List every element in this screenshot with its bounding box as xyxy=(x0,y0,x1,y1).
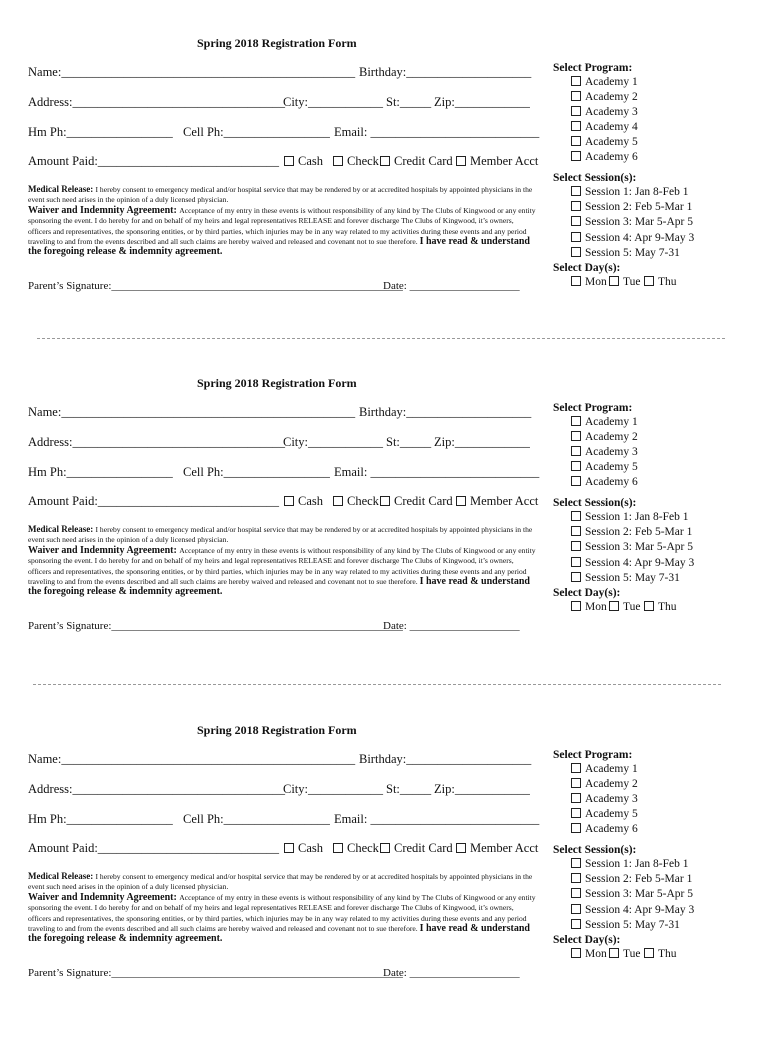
select-sessions-label: Select Session(s): xyxy=(553,172,637,184)
session-checkbox[interactable]: Session 2: Feb 5-Mar 1 xyxy=(571,873,692,885)
program-checkbox[interactable]: Academy 5 xyxy=(571,461,638,473)
registration-form xyxy=(0,372,770,702)
day-checkbox[interactable]: Thu xyxy=(644,948,677,960)
payment-checkbox[interactable]: Check xyxy=(333,494,379,509)
city-field[interactable]: City:____________ xyxy=(283,95,384,109)
zip-field[interactable]: Zip:____________ xyxy=(434,782,530,796)
waiver-label: Waiver and Indemnity Agreement: xyxy=(28,544,180,556)
program-checkbox[interactable]: Academy 5 xyxy=(571,136,638,148)
home-phone-field[interactable]: Hm Ph:_________________ xyxy=(28,812,173,826)
waiver-text: Acceptance of my entry in these events is without responsibility of any kind by The Clubs of Kingwood or any entity sponsoring the event. I do hereby for and on behalf of my heirs and legal representatives RELEASE and forever discharge The Clubs of Kingwood, it’s owners, officers and representatives, the sponsoring entities, or by third parties, which injuries may be in any way related to my activities during these events and any period traveling to and from the events described and all such claims are hereby waived and released and covenant not to sue therefore. xyxy=(28,205,536,247)
program-checkbox[interactable]: Academy 1 xyxy=(571,76,638,88)
payment-checkbox[interactable]: Cash xyxy=(284,494,323,509)
state-field[interactable]: St:_____ xyxy=(386,782,432,796)
payment-checkbox[interactable]: Member Acct xyxy=(456,154,538,169)
name-field[interactable]: Name:_______________________________________________ xyxy=(28,405,356,419)
amount-paid-field[interactable]: Amount Paid:_____________________________ xyxy=(28,154,280,168)
session-checkbox[interactable]: Session 2: Feb 5-Mar 1 xyxy=(571,526,692,538)
state-field[interactable]: St:_____ xyxy=(386,435,432,449)
program-checkbox[interactable]: Academy 2 xyxy=(571,91,638,103)
program-checkbox[interactable]: Academy 3 xyxy=(571,446,638,458)
cell-phone-field[interactable]: Cell Ph:_________________ xyxy=(183,125,330,139)
select-days-label: Select Day(s): xyxy=(553,934,621,946)
session-checkbox[interactable]: Session 4: Apr 9-May 3 xyxy=(571,557,694,569)
waiver-text: Acceptance of my entry in these events is without responsibility of any kind by The Clubs of Kingwood or any entity sponsoring the event. I do hereby for and on behalf of my heirs and legal representatives RELEASE and forever discharge The Clubs of Kingwood, it’s owners, officers and representatives, the sponsoring entities, or by third parties, which injuries may be in any way related to my activities during these events and any period traveling to and from the events described and all such claims are hereby waived and released and covenant not to sue therefore. xyxy=(28,892,536,934)
session-checkbox[interactable]: Session 5: May 7-31 xyxy=(571,919,680,931)
payment-checkbox[interactable]: Credit Card xyxy=(380,154,453,169)
program-checkbox[interactable]: Academy 2 xyxy=(571,431,638,443)
date-field[interactable]: Date: ____________________ xyxy=(383,620,520,632)
select-program-label: Select Program: xyxy=(553,402,633,414)
address-field[interactable]: Address:__________________________________ xyxy=(28,435,285,449)
session-checkbox[interactable]: Session 1: Jan 8-Feb 1 xyxy=(571,511,689,523)
email-field[interactable]: Email: ___________________________ xyxy=(334,125,540,139)
day-checkbox[interactable]: Mon xyxy=(571,948,607,960)
email-field[interactable]: Email: ___________________________ xyxy=(334,465,540,479)
day-checkbox[interactable]: Tue xyxy=(609,601,640,613)
state-field[interactable]: St:_____ xyxy=(386,95,432,109)
city-field[interactable]: City:____________ xyxy=(283,782,384,796)
cut-line-1 xyxy=(37,338,725,339)
parent-signature-field[interactable]: Parent’s Signature:_____________________________________________________ xyxy=(28,620,403,632)
zip-field[interactable]: Zip:____________ xyxy=(434,95,530,109)
waiver-label: Waiver and Indemnity Agreement: xyxy=(28,891,180,903)
legal-text xyxy=(28,184,536,258)
session-checkbox[interactable]: Session 1: Jan 8-Feb 1 xyxy=(571,858,689,870)
cut-line-2 xyxy=(33,684,721,685)
day-checkbox[interactable]: Thu xyxy=(644,601,677,613)
name-field[interactable]: Name:_______________________________________________ xyxy=(28,752,356,766)
address-field[interactable]: Address:__________________________________ xyxy=(28,782,285,796)
session-checkbox[interactable]: Session 3: Mar 5-Apr 5 xyxy=(571,541,693,553)
cell-phone-field[interactable]: Cell Ph:_________________ xyxy=(183,812,330,826)
payment-checkbox[interactable]: Member Acct xyxy=(456,841,538,856)
program-checkbox[interactable]: Academy 1 xyxy=(571,416,638,428)
form-title: Spring 2018 Registration Form xyxy=(197,376,357,390)
select-program-label: Select Program: xyxy=(553,749,633,761)
cell-phone-field[interactable]: Cell Ph:_________________ xyxy=(183,465,330,479)
agreement-statement: I have read & understand the foregoing release & indemnity agreement. xyxy=(28,236,530,258)
home-phone-field[interactable]: Hm Ph:_________________ xyxy=(28,465,173,479)
legal-text xyxy=(28,871,536,945)
home-phone-field[interactable]: Hm Ph:_________________ xyxy=(28,125,173,139)
name-field[interactable]: Name:_______________________________________________ xyxy=(28,65,356,79)
program-checkbox[interactable]: Academy 1 xyxy=(571,763,638,775)
day-checkbox[interactable]: Tue xyxy=(609,276,640,288)
day-checkbox[interactable]: Thu xyxy=(644,276,677,288)
session-checkbox[interactable]: Session 2: Feb 5-Mar 1 xyxy=(571,201,692,213)
medical-release-label: Medical Release: xyxy=(28,524,96,534)
waiver-text: Acceptance of my entry in these events is without responsibility of any kind by The Clubs of Kingwood or any entity sponsoring the event. I do hereby for and on behalf of my heirs and legal representatives RELEASE and forever discharge The Clubs of Kingwood, it’s owners, officers and representatives, the sponsoring entities, or by third parties, which injuries may be in any way related to my activities during these events and any period traveling to and from the events described and all such claims are hereby waived and released and covenant not to sue therefore. xyxy=(28,545,536,587)
payment-checkbox[interactable]: Credit Card xyxy=(380,494,453,509)
day-checkbox[interactable]: Mon xyxy=(571,601,607,613)
zip-field[interactable]: Zip:____________ xyxy=(434,435,530,449)
program-checkbox[interactable]: Academy 3 xyxy=(571,106,638,118)
session-checkbox[interactable]: Session 3: Mar 5-Apr 5 xyxy=(571,888,693,900)
form-title: Spring 2018 Registration Form xyxy=(197,36,357,50)
date-field[interactable]: Date: ____________________ xyxy=(383,967,520,979)
payment-checkbox[interactable]: Member Acct xyxy=(456,494,538,509)
program-checkbox[interactable]: Academy 3 xyxy=(571,793,638,805)
address-field[interactable]: Address:__________________________________ xyxy=(28,95,285,109)
day-checkbox[interactable]: Mon xyxy=(571,276,607,288)
session-checkbox[interactable]: Session 3: Mar 5-Apr 5 xyxy=(571,216,693,228)
session-checkbox[interactable]: Session 1: Jan 8-Feb 1 xyxy=(571,186,689,198)
program-checkbox[interactable]: Academy 6 xyxy=(571,151,638,163)
amount-paid-field[interactable]: Amount Paid:_____________________________ xyxy=(28,494,280,508)
birthday-field[interactable]: Birthday:____________________ xyxy=(359,405,532,419)
amount-paid-field[interactable]: Amount Paid:_____________________________ xyxy=(28,841,280,855)
birthday-field[interactable]: Birthday:____________________ xyxy=(359,752,532,766)
payment-checkbox[interactable]: Check xyxy=(333,154,379,169)
email-field[interactable]: Email: ___________________________ xyxy=(334,812,540,826)
select-sessions-label: Select Session(s): xyxy=(553,844,637,856)
select-program-label: Select Program: xyxy=(553,62,633,74)
select-days-label: Select Day(s): xyxy=(553,262,621,274)
payment-checkbox[interactable]: Credit Card xyxy=(380,841,453,856)
payment-checkbox[interactable]: Cash xyxy=(284,841,323,856)
select-days-label: Select Day(s): xyxy=(553,587,621,599)
medical-release-label: Medical Release: xyxy=(28,184,96,194)
medical-release-text: I hereby consent to emergency medical and/or hospital service that may be rendered by or at accredited hospitals by appointed physicians in the event such need arises in the opinion of a duly licensed physician. xyxy=(28,185,533,205)
payment-checkbox[interactable]: Check xyxy=(333,841,379,856)
medical-release-text: I hereby consent to emergency medical and/or hospital service that may be rendered by or at accredited hospitals by appointed physicians in the event such need arises in the opinion of a duly licensed physician. xyxy=(28,872,533,892)
parent-signature-field[interactable]: Parent’s Signature:_____________________________________________________ xyxy=(28,967,403,979)
session-checkbox[interactable]: Session 4: Apr 9-May 3 xyxy=(571,904,694,916)
legal-text xyxy=(28,524,536,598)
session-checkbox[interactable]: Session 5: May 7-31 xyxy=(571,247,680,259)
session-checkbox[interactable]: Session 5: May 7-31 xyxy=(571,572,680,584)
program-checkbox[interactable]: Academy 2 xyxy=(571,778,638,790)
payment-checkbox[interactable]: Cash xyxy=(284,154,323,169)
date-field[interactable]: Date: ____________________ xyxy=(383,280,520,292)
birthday-field[interactable]: Birthday:____________________ xyxy=(359,65,532,79)
program-checkbox[interactable]: Academy 4 xyxy=(571,121,638,133)
agreement-statement: I have read & understand the foregoing release & indemnity agreement. xyxy=(28,923,530,945)
program-checkbox[interactable]: Academy 6 xyxy=(571,823,638,835)
medical-release-text: I hereby consent to emergency medical and/or hospital service that may be rendered by or at accredited hospitals by appointed physicians in the event such need arises in the opinion of a duly licensed physician. xyxy=(28,525,533,545)
program-checkbox[interactable]: Academy 5 xyxy=(571,808,638,820)
form-title: Spring 2018 Registration Form xyxy=(197,723,357,737)
waiver-label: Waiver and Indemnity Agreement: xyxy=(28,204,180,216)
select-sessions-label: Select Session(s): xyxy=(553,497,637,509)
medical-release-label: Medical Release: xyxy=(28,871,96,881)
registration-form xyxy=(0,32,770,362)
city-field[interactable]: City:____________ xyxy=(283,435,384,449)
day-checkbox[interactable]: Tue xyxy=(609,948,640,960)
agreement-statement: I have read & understand the foregoing release & indemnity agreement. xyxy=(28,576,530,598)
registration-form xyxy=(0,719,770,1049)
parent-signature-field[interactable]: Parent’s Signature:_____________________________________________________ xyxy=(28,280,403,292)
session-checkbox[interactable]: Session 4: Apr 9-May 3 xyxy=(571,232,694,244)
program-checkbox[interactable]: Academy 6 xyxy=(571,476,638,488)
